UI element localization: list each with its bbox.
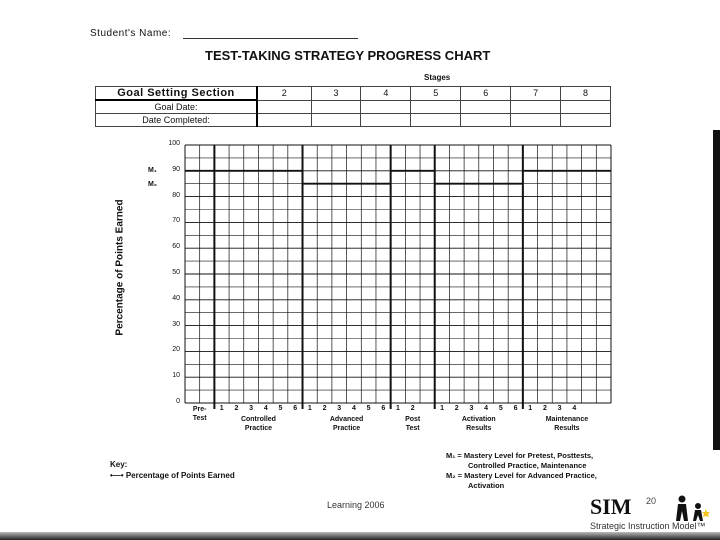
- trial-number: 3: [469, 405, 474, 412]
- goal-date-label: Goal Date:: [96, 100, 258, 114]
- trial-number: 2: [542, 405, 547, 412]
- y-tick-label: 90: [172, 165, 180, 173]
- m1-legend: M₁ = Mastery Level for Pretest, Posttests,: [446, 451, 594, 460]
- m1-legend-cont: Controlled Practice, Maintenance: [468, 461, 587, 470]
- date-completed-label: Date Completed:: [96, 114, 258, 127]
- trial-number: 2: [234, 405, 239, 412]
- section-label: Post Test: [405, 416, 421, 432]
- m1-label: M₁: [148, 167, 157, 174]
- y-tick-label: 50: [172, 269, 180, 276]
- y-axis-label: Percentage of Points Earned: [114, 199, 126, 336]
- trial-number: 1: [440, 405, 445, 412]
- stage-header: 2: [257, 87, 311, 101]
- section-label: Maintenance Results: [545, 416, 589, 432]
- m2-legend-cont: Activation: [468, 481, 505, 490]
- stages-label: Stages: [424, 73, 451, 82]
- trial-number: 3: [557, 405, 562, 412]
- trial-number: 4: [263, 405, 268, 412]
- logo-text: Strategic Instruction Model™: [590, 521, 706, 531]
- trial-number: 6: [513, 405, 518, 412]
- y-tick-label: 60: [172, 243, 180, 251]
- trial-number: 6: [293, 405, 298, 412]
- trial-number: 5: [498, 405, 503, 412]
- trial-number: 1: [219, 405, 224, 412]
- trial-number: 3: [337, 405, 342, 412]
- y-tick-label: 30: [172, 320, 180, 328]
- trial-number: 4: [484, 405, 489, 412]
- stage-header: 7: [511, 87, 561, 101]
- page-number: 20: [646, 496, 657, 506]
- trial-number: 5: [278, 405, 283, 412]
- y-tick-label: 0: [176, 398, 180, 405]
- trial-number: 2: [410, 405, 415, 412]
- section-label: Controlled Practice: [240, 416, 276, 432]
- slide-edge: [713, 130, 720, 450]
- goal-section-heading: Goal Setting Section: [96, 87, 258, 101]
- m2-label: M₂: [148, 181, 157, 188]
- trial-number: 5: [366, 405, 371, 412]
- section-label: Pre- Test: [192, 406, 207, 422]
- y-tick-label: 70: [172, 217, 180, 225]
- y-tick-label: 100: [168, 140, 180, 147]
- trial-number: 1: [396, 405, 400, 412]
- y-tick-label: 20: [172, 346, 180, 354]
- figures-icon: [668, 495, 713, 521]
- page-title: TEST-TAKING STRATEGY PROGRESS CHART: [205, 48, 491, 63]
- trial-number: 3: [249, 405, 254, 412]
- trial-number: 1: [528, 405, 533, 412]
- stage-header: 8: [561, 87, 611, 101]
- y-tick-label: 10: [172, 372, 180, 380]
- footer-learning: Learning 2006: [327, 500, 385, 510]
- stage-header: 3: [311, 87, 361, 101]
- stage-header: 5: [411, 87, 461, 101]
- trial-number: 4: [572, 405, 577, 412]
- section-label: Activation Results: [461, 416, 496, 432]
- y-tick-label: 40: [172, 294, 180, 302]
- stage-header: 6: [461, 87, 511, 101]
- trial-number: 6: [381, 405, 386, 412]
- trial-number: 2: [454, 405, 459, 412]
- key-item: •—• Percentage of Points Earned: [110, 471, 235, 480]
- slide-bottom-edge: [0, 532, 720, 540]
- trial-number: 4: [351, 405, 356, 412]
- mastery-legend: [446, 451, 597, 491]
- stage-header: 4: [361, 87, 411, 101]
- sim-logo-mark: SIM: [590, 494, 632, 519]
- section-label: Advanced Practice: [329, 416, 364, 432]
- student-name-label: Student's Name:: [90, 28, 172, 39]
- key-heading: Key:: [110, 460, 128, 469]
- trial-number: 1: [307, 405, 312, 412]
- y-tick-label: 80: [172, 191, 180, 199]
- m2-legend: M₂ = Mastery Level for Advanced Practice,: [446, 471, 597, 480]
- trial-number: 2: [322, 405, 327, 412]
